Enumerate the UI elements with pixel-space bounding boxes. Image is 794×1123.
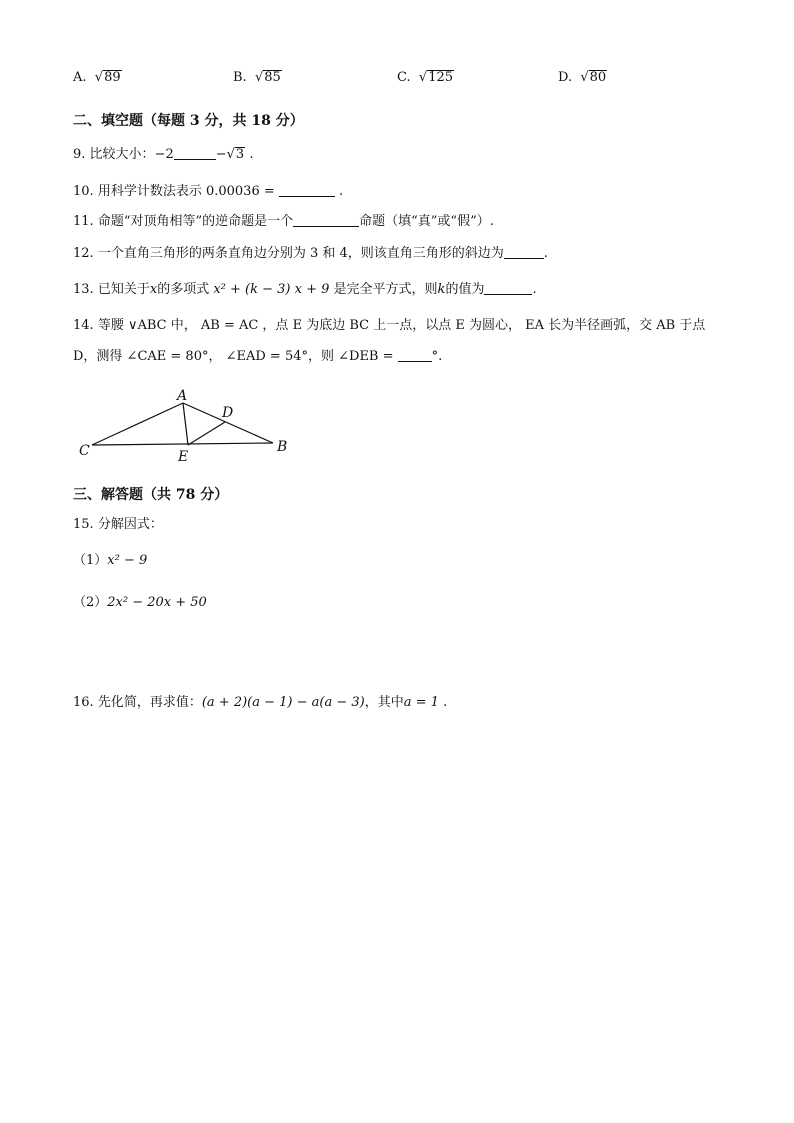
question-12: [73, 245, 548, 263]
sqrt-icon: √: [250, 70, 264, 85]
question-text: 已知关于: [97, 282, 150, 297]
sqrt-icon: √: [414, 70, 428, 85]
segment-ae: [183, 403, 188, 445]
answer-blank[interactable]: [279, 184, 335, 197]
question-text-post: 是完全平方式，则: [333, 282, 438, 297]
segment-cb: [92, 443, 273, 445]
part-label: （1）: [73, 553, 108, 568]
question-end: °.: [431, 349, 443, 364]
polynomial: x² + (k − 3) x + 9: [213, 282, 330, 297]
option-d: [558, 70, 607, 85]
question-text: 等腰 ∨ABC 中， AB = AC ，点 E 为底边 BC 上一点，以点 E 为圆心， EA 长为半径画弧，交 AB 于点: [97, 318, 706, 333]
part-label: （2）: [73, 595, 108, 610]
radicand: 3: [235, 147, 245, 162]
question-15-part-1: [73, 552, 147, 570]
question-11: [73, 213, 494, 231]
option-radicand: 89: [104, 70, 121, 85]
question-number: 10.: [73, 184, 94, 199]
question-end: .: [339, 184, 344, 199]
answer-blank[interactable]: [174, 147, 216, 160]
question-number: 11.: [73, 214, 94, 229]
question-text: 用科学计数法表示 0.00036 =: [97, 184, 275, 199]
sqrt-icon: √: [576, 70, 589, 85]
question-end: .: [443, 695, 448, 710]
variable-x: x: [149, 282, 158, 297]
expression: 2x² − 20x + 50: [107, 595, 207, 610]
question-number: 9.: [73, 147, 86, 162]
question-end: .: [543, 246, 548, 261]
question-text: 命题“对顶角相等”的逆命题是一个: [97, 214, 294, 229]
option-b: [233, 70, 282, 85]
question-end: .: [532, 282, 537, 297]
question-number: 14.: [73, 318, 94, 333]
section-3-title: 三、解答题（共 78 分）: [73, 487, 229, 503]
question-number: 13.: [73, 282, 94, 297]
rhs-sign: −: [215, 147, 227, 162]
question-text: 分解因式：: [97, 517, 163, 532]
expression: (a + 2)(a − 1) − a(a − 3): [201, 695, 365, 710]
question-10: [73, 183, 343, 201]
sqrt-icon: √: [90, 70, 104, 85]
question-number: 15.: [73, 517, 94, 532]
question-text: 一个直角三角形的两条直角边分别为 3 和 4，则该直角三角形的斜边为: [97, 246, 504, 261]
variable-k: k: [437, 282, 446, 297]
sqrt-icon: √: [226, 147, 235, 162]
question-14-line-1: [73, 317, 705, 335]
segment-ca: [92, 403, 183, 445]
option-letter: B.: [233, 70, 247, 85]
question-number: 12.: [73, 246, 94, 261]
question-text: D，测得 ∠CAE = 80°， ∠EAD = 54°，则 ∠DEB =: [73, 349, 394, 364]
answer-blank[interactable]: [398, 349, 432, 362]
question-16: [73, 694, 447, 712]
label-a: A: [177, 388, 188, 404]
question-text-post: ，其中: [364, 695, 404, 710]
option-letter: C.: [397, 70, 411, 85]
question-13: [73, 281, 537, 299]
option-c: [397, 70, 454, 85]
question-text: 比较大小：−2: [89, 147, 174, 162]
question-text-post2: 的值为: [445, 282, 485, 297]
option-radicand: 80: [589, 70, 607, 85]
label-d: D: [222, 405, 234, 421]
option-radicand: 125: [428, 70, 454, 85]
option-letter: D.: [558, 70, 573, 85]
segment-ed: [188, 422, 225, 445]
option-radicand: 85: [264, 70, 281, 85]
question-end: .: [249, 147, 254, 162]
question-text-post: 命题（填“真”或“假”）.: [359, 214, 494, 229]
condition: a = 1: [403, 695, 439, 710]
question-number: 16.: [73, 695, 94, 710]
option-letter: A.: [73, 70, 87, 85]
answer-blank[interactable]: [504, 246, 544, 259]
answer-blank[interactable]: [293, 214, 359, 227]
question-15: [73, 516, 163, 534]
expression: x² − 9: [107, 553, 148, 568]
question-9: [73, 146, 253, 164]
triangle-figure: [70, 385, 300, 470]
answer-blank[interactable]: [484, 282, 532, 295]
question-15-part-2: [73, 594, 207, 612]
label-e: E: [178, 449, 189, 465]
question-14-line-2: [73, 348, 442, 366]
label-b: B: [277, 439, 288, 455]
question-text: 先化简，再求值：: [97, 695, 202, 710]
question-text-mid: 的多项式: [157, 282, 210, 297]
label-c: C: [79, 443, 90, 459]
option-a: [73, 70, 122, 85]
section-2-title: 二、填空题（每题 3 分，共 18 分）: [73, 113, 304, 129]
